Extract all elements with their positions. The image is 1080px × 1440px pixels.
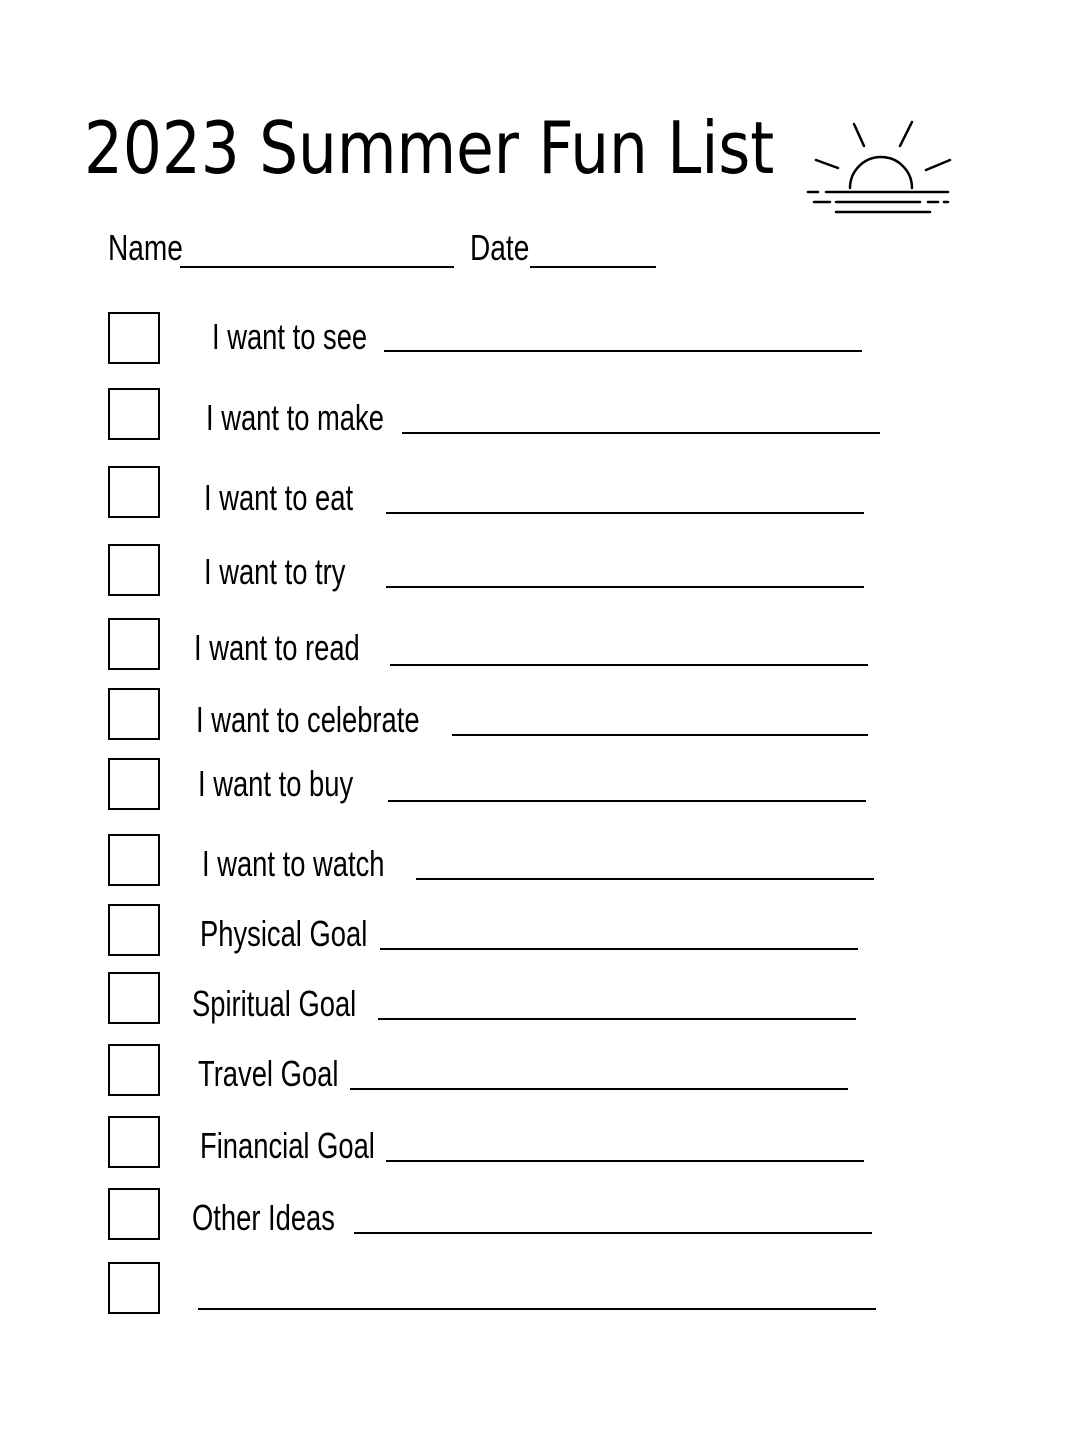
checkbox-watch[interactable] xyxy=(108,834,160,886)
line-blank[interactable] xyxy=(198,1308,876,1310)
item-label-celebrate: I want to celebrate xyxy=(196,699,420,740)
line-spiritual[interactable] xyxy=(378,1018,856,1020)
checkbox-celebrate[interactable] xyxy=(108,688,160,740)
line-celebrate[interactable] xyxy=(452,734,868,736)
item-label-travel: Travel Goal xyxy=(198,1053,339,1094)
sunset-icon xyxy=(800,112,960,232)
name-label: Name xyxy=(108,227,183,268)
checkbox-buy[interactable] xyxy=(108,758,160,810)
line-buy[interactable] xyxy=(388,800,866,802)
checkbox-try[interactable] xyxy=(108,544,160,596)
item-label-try: I want to try xyxy=(204,551,346,592)
checkbox-make[interactable] xyxy=(108,388,160,440)
item-label-other: Other Ideas xyxy=(192,1197,335,1238)
page-title: 2023 Summer Fun List xyxy=(84,106,775,190)
checkbox-blank[interactable] xyxy=(108,1262,160,1314)
line-other[interactable] xyxy=(354,1232,872,1234)
item-label-watch: I want to watch xyxy=(202,843,385,884)
line-make[interactable] xyxy=(402,432,880,434)
item-label-make: I want to make xyxy=(206,397,384,438)
checkbox-physical[interactable] xyxy=(108,904,160,956)
checkbox-travel[interactable] xyxy=(108,1044,160,1096)
name-field[interactable] xyxy=(180,266,454,268)
line-physical[interactable] xyxy=(380,948,858,950)
date-label: Date xyxy=(470,227,530,268)
line-read[interactable] xyxy=(390,664,868,666)
line-travel[interactable] xyxy=(350,1088,848,1090)
line-try[interactable] xyxy=(386,586,864,588)
item-label-see: I want to see xyxy=(212,316,368,357)
line-eat[interactable] xyxy=(386,512,864,514)
date-field[interactable] xyxy=(530,266,656,268)
item-label-eat: I want to eat xyxy=(204,477,354,518)
item-label-financial: Financial Goal xyxy=(200,1125,375,1166)
line-see[interactable] xyxy=(384,350,862,352)
checkbox-spiritual[interactable] xyxy=(108,972,160,1024)
line-financial[interactable] xyxy=(386,1160,864,1162)
item-label-physical: Physical Goal xyxy=(200,913,368,954)
checkbox-read[interactable] xyxy=(108,618,160,670)
item-label-buy: I want to buy xyxy=(198,763,354,804)
line-watch[interactable] xyxy=(416,878,874,880)
item-label-read: I want to read xyxy=(194,627,360,668)
checkbox-other[interactable] xyxy=(108,1188,160,1240)
item-label-spiritual: Spiritual Goal xyxy=(192,983,357,1024)
checkbox-financial[interactable] xyxy=(108,1116,160,1168)
checkbox-see[interactable] xyxy=(108,312,160,364)
checkbox-eat[interactable] xyxy=(108,466,160,518)
